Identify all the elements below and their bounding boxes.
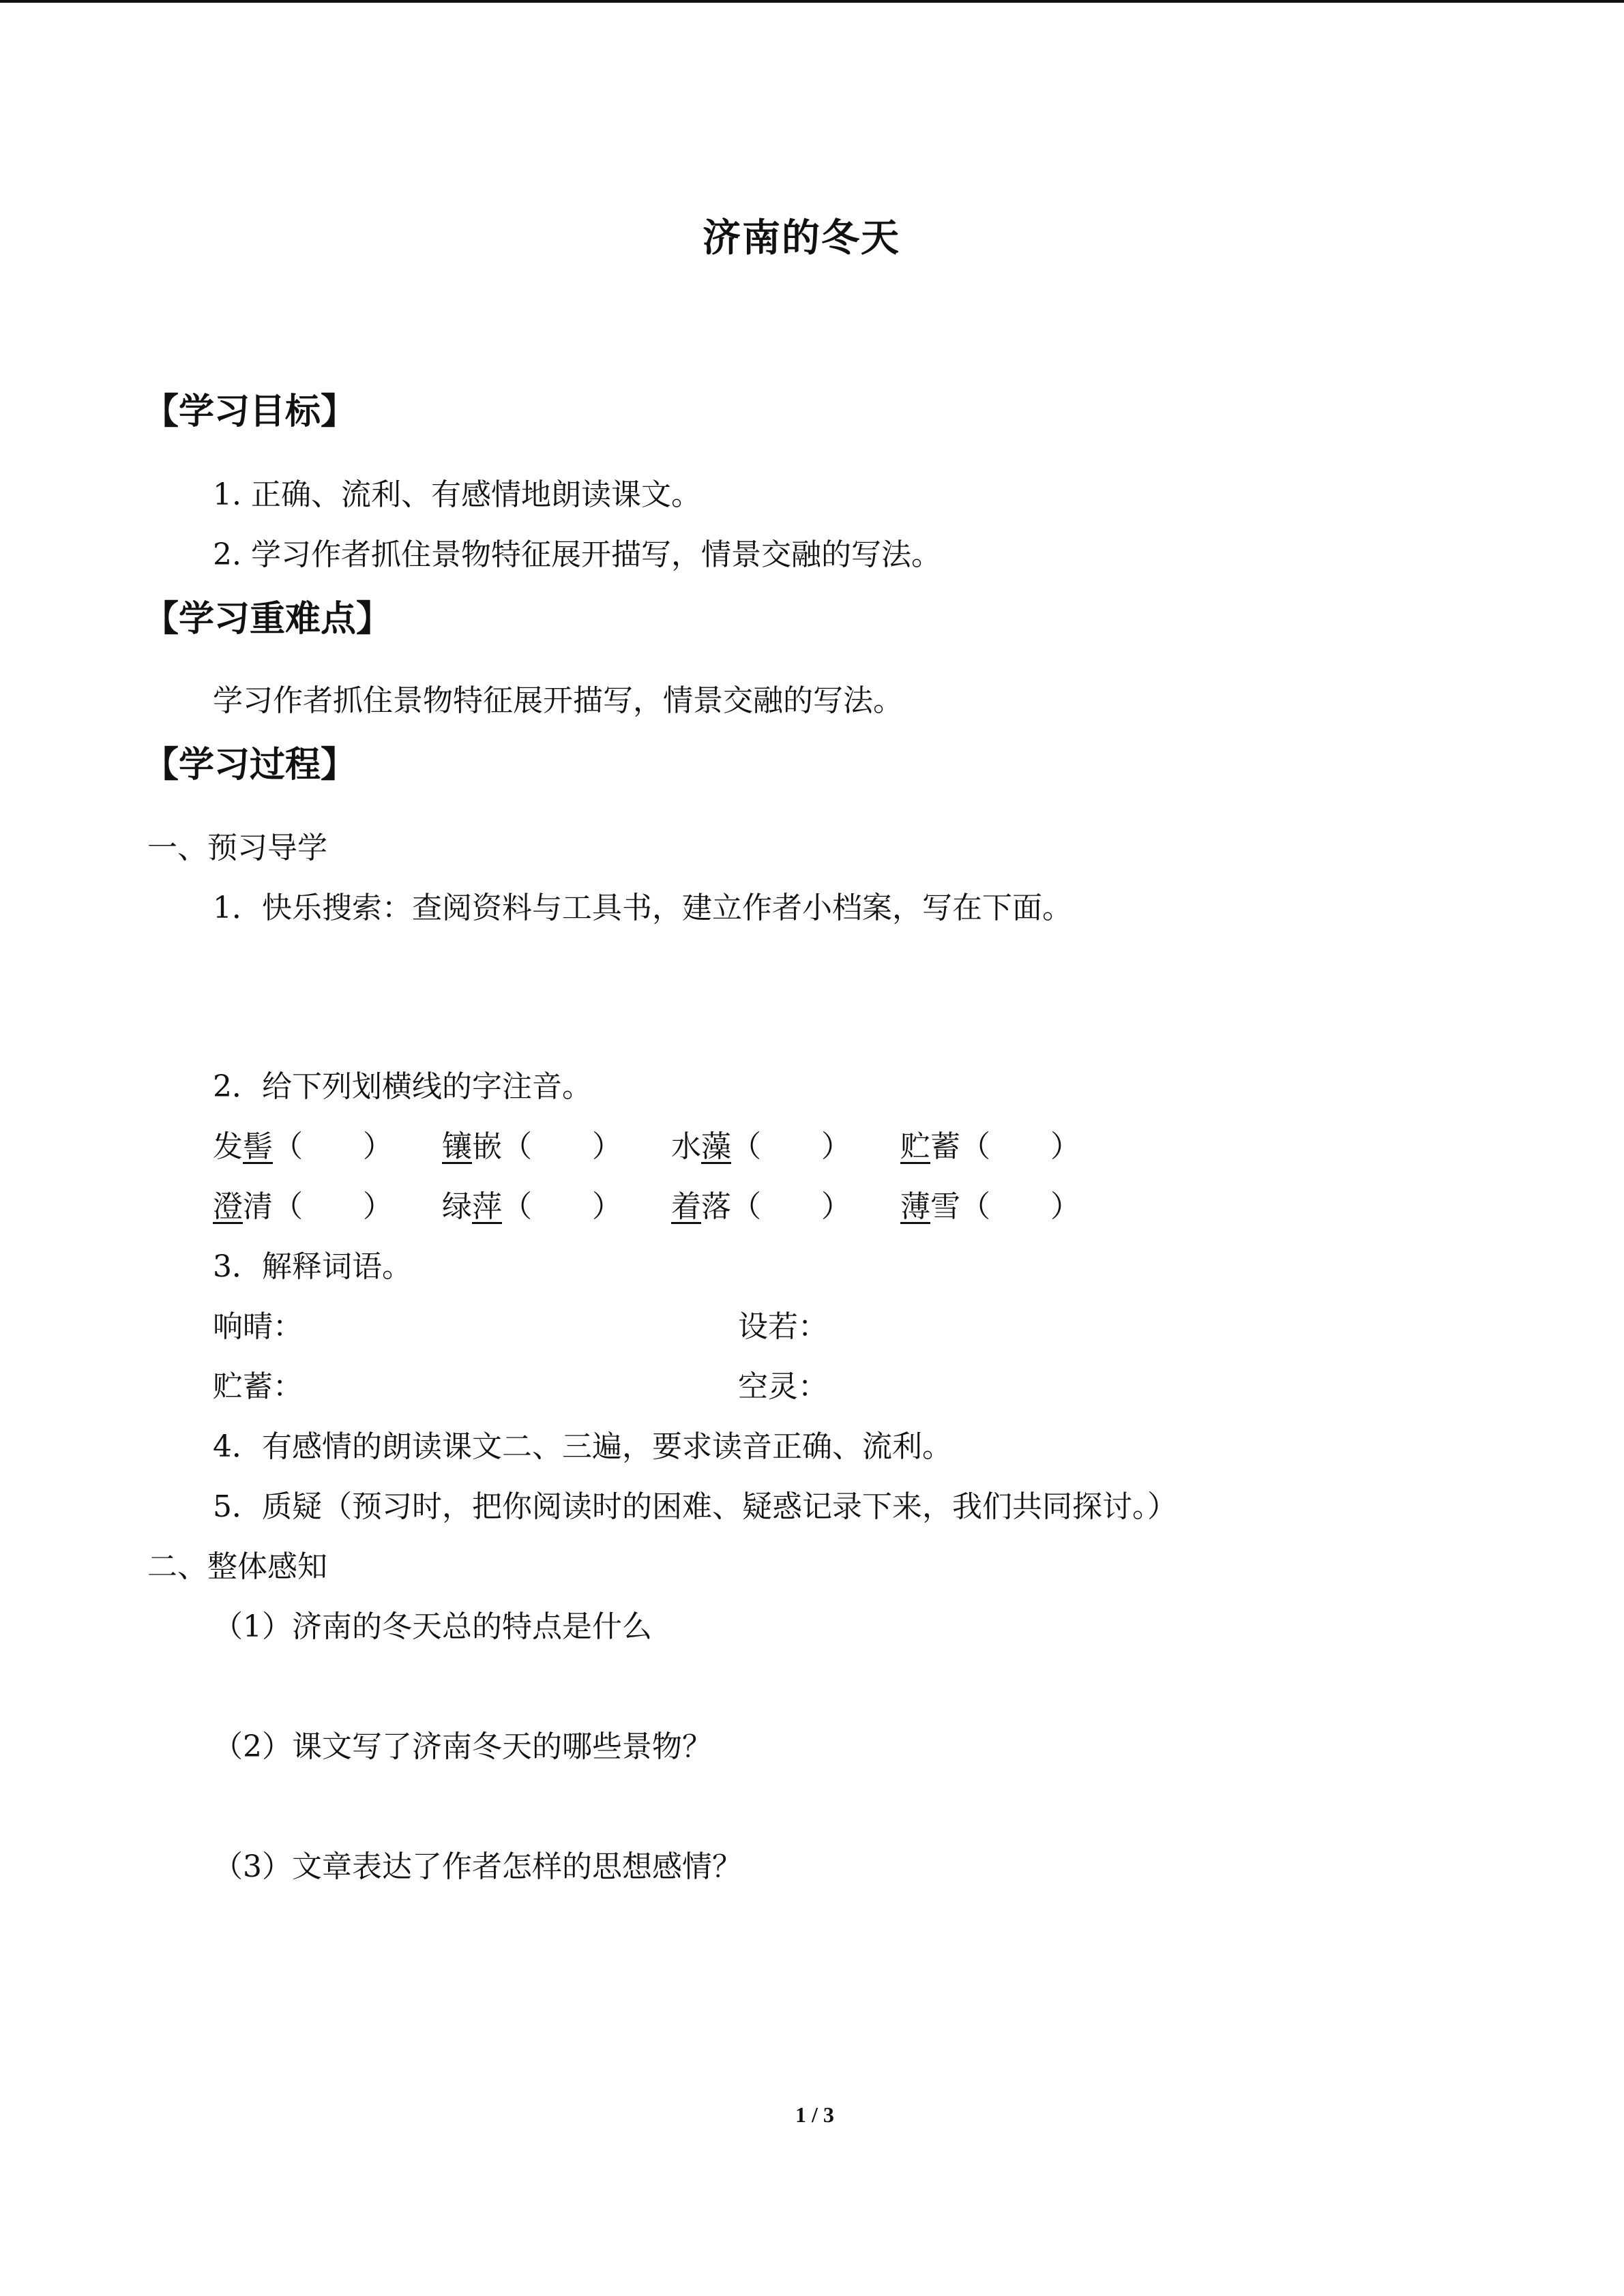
pinyin-item: 发髻（ ） (213, 1129, 393, 1164)
pinyin-item: 澄清（ ） (213, 1189, 393, 1224)
key-points-text: 学习作者抓住景物特征展开描写，情景交融的写法。 (213, 683, 903, 718)
word-definition: 空灵： (738, 1369, 828, 1404)
word-definition: 设若： (738, 1309, 828, 1344)
pinyin-item: 绿萍（ ） (442, 1189, 622, 1224)
pinyin-item: 着落（ ） (671, 1189, 851, 1224)
part2-heading: 二、整体感知 (147, 1549, 327, 1584)
perception-question-3: （3）文章表达了作者怎样的思想感情？ (213, 1849, 742, 1884)
question-1: 1．快乐搜索：查阅资料与工具书，建立作者小档案，写在下面。 (213, 891, 1072, 925)
section-heading-key-points: 【学习重难点】 (143, 599, 392, 640)
question-2: 2．给下列划横线的字注音。 (213, 1069, 592, 1104)
section-heading-process: 【学习过程】 (143, 745, 357, 786)
question-3: 3．解释词语。 (213, 1249, 412, 1284)
pinyin-item: 薄雪（ ） (900, 1189, 1080, 1224)
question-4: 4．有感情的朗读课文二、三遍，要求读音正确、流利。 (213, 1429, 952, 1464)
question-5: 5．质疑（预习时，把你阅读时的困难、疑惑记录下来，我们共同探讨。） (213, 1489, 1177, 1524)
objective-item-1: 1. 正确、流利、有感情地朗读课文。 (213, 477, 701, 512)
page-top-border (0, 0, 1624, 3)
pinyin-item: 镶嵌（ ） (442, 1129, 622, 1164)
pinyin-item: 贮蓄（ ） (900, 1129, 1080, 1164)
page-number: 1 / 3 (795, 2102, 834, 2127)
document-title: 济南的冬天 (703, 216, 900, 260)
perception-question-2: （2）课文写了济南冬天的哪些景物？ (213, 1729, 712, 1764)
section-heading-objectives: 【学习目标】 (143, 391, 357, 432)
part1-heading: 一、预习导学 (147, 831, 327, 865)
objective-item-2: 2. 学习作者抓住景物特征展开描写，情景交融的写法。 (213, 537, 941, 572)
word-definition: 贮蓄： (213, 1369, 303, 1404)
word-definition: 响晴： (213, 1309, 303, 1344)
perception-question-1: （1）济南的冬天总的特点是什么 (213, 1609, 652, 1644)
pinyin-item: 水藻（ ） (671, 1129, 851, 1164)
